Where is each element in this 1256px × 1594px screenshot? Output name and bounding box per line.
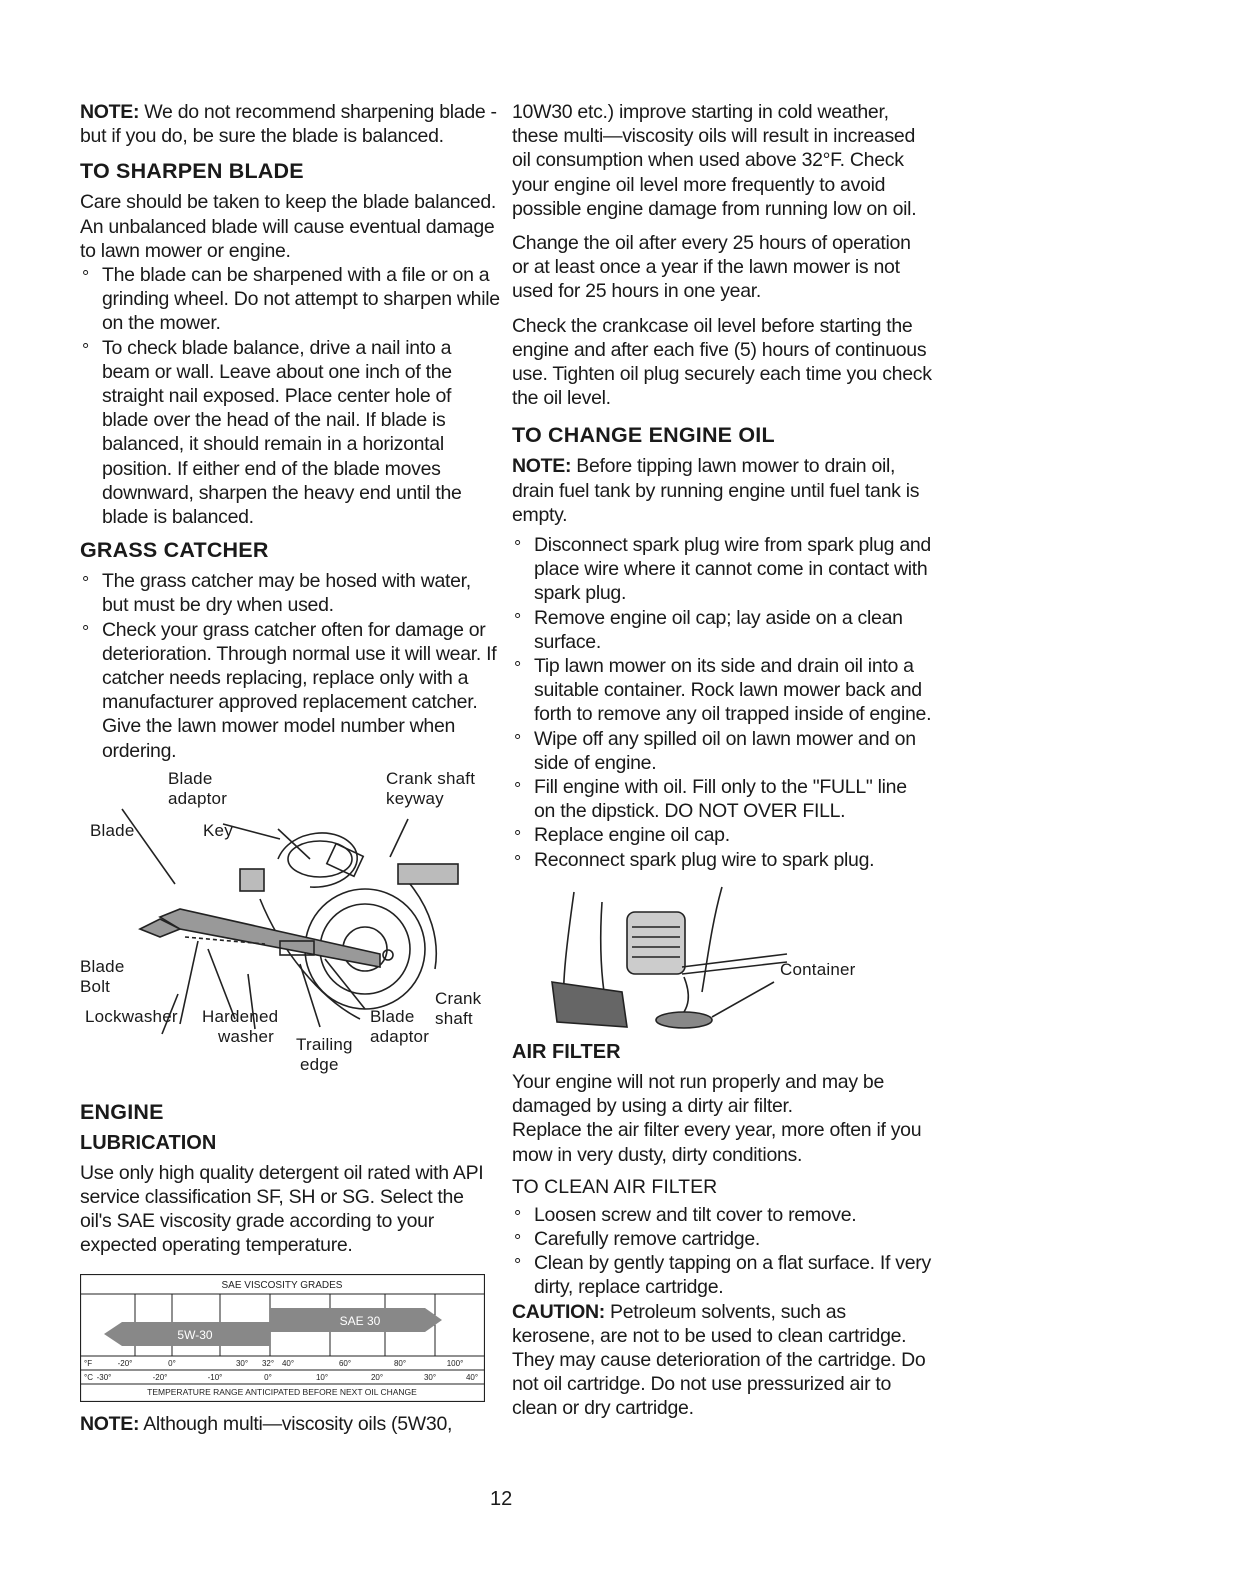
list-item: ° Wipe off any spilled oil on lawn mower and on side of engine. bbox=[512, 727, 932, 775]
caution-body: Petroleum solvents, such as kerosene, are not to be used to clean cartridge. They may cause deterioration of the cartridge. Do not oil cartridge. Do not use pressurized air to clean or dry cartridge. bbox=[512, 1300, 926, 1420]
label-key: Key bbox=[203, 820, 233, 840]
label-line: Crank bbox=[435, 988, 482, 1008]
note-multi-viscosity bbox=[80, 1412, 500, 1436]
list-item: ° Clean by gently tapping on a flat surface. If very dirty, replace cartridge. bbox=[512, 1251, 932, 1299]
list-item: ° Disconnect spark plug wire from spark plug and place wire where it cannot come in contact with spark plug. bbox=[512, 533, 932, 606]
blade-assembly-figure bbox=[80, 769, 500, 1099]
sae-c-tick: 10° bbox=[315, 1372, 329, 1382]
label-crank-shaft bbox=[435, 989, 481, 1029]
sae-c-tick: 30° bbox=[423, 1372, 437, 1382]
label-line: adaptor bbox=[168, 788, 228, 808]
note-text: We do not recommend sharpening blade - but if you do, be sure the blade is balanced. bbox=[80, 101, 497, 148]
list-item: ° Loosen screw and tilt cover to remove. bbox=[512, 1203, 932, 1227]
label-trailing-edge bbox=[296, 1035, 353, 1075]
label-container: Container bbox=[780, 959, 856, 979]
sae-f-tick: 80° bbox=[393, 1358, 407, 1368]
sae-f-tick: 0° bbox=[168, 1358, 176, 1368]
sae-f-tick: 30° bbox=[235, 1358, 249, 1368]
sharpen-intro: Care should be taken to keep the blade balanced. An unbalanced blade will cause eventual damage to lawn mower or engine. bbox=[80, 191, 497, 262]
sae-c-tick: -30° bbox=[96, 1372, 112, 1382]
label-line: Hardened bbox=[202, 1006, 279, 1026]
label-line: Trailing bbox=[296, 1034, 353, 1054]
list-item: ° To check blade balance, drive a nail into a beam or wall. Leave about one inch of the straight nail exposed. Place center hole of blade over the head of the nail. If blade is balanced, it should remain in a horizontal position. If either end of the blade moves downward, sharpen the heavy end until the blade is balanced. bbox=[80, 336, 500, 530]
label-hardened-washer bbox=[202, 1007, 278, 1047]
page-number: 12 bbox=[490, 1488, 513, 1510]
list-item: ° Fill engine with oil. Fill only to the "FULL" line on the dipstick. DO NOT OVER FILL. bbox=[512, 775, 932, 823]
catcher-list bbox=[80, 569, 500, 763]
sae-bar-sae30-label: SAE 30 bbox=[339, 1313, 381, 1328]
sae-c-tick: -10° bbox=[207, 1372, 223, 1382]
oil-level-check: Check the crankcase oil level before starting the engine and after each five (5) hours of continuous use. Tighten oil plug securely each time you check the oil level. bbox=[512, 314, 932, 410]
label-line: Blade bbox=[80, 956, 125, 976]
label-line: Blade bbox=[168, 768, 213, 788]
list-item: ° Tip lawn mower on its side and drain oil into a suitable container. Rock lawn mower back and forth to remove any oil trapped inside of engine. bbox=[512, 654, 932, 727]
sae-f-tick: 100° bbox=[446, 1358, 464, 1368]
air-filter-text-2: Replace the air filter every year, more often if you mow in very dusty, dirty conditions. bbox=[512, 1119, 922, 1166]
sae-c-tick: 0° bbox=[264, 1372, 272, 1382]
label-blade-adaptor bbox=[168, 769, 227, 809]
note-label: NOTE: bbox=[80, 1412, 140, 1435]
sae-c-tick: 40° bbox=[465, 1372, 479, 1382]
note-label: NOTE: bbox=[80, 101, 140, 123]
heading-engine: ENGINE bbox=[80, 1099, 164, 1124]
label-line: adaptor bbox=[370, 1026, 430, 1046]
label-lockwasher: Lockwasher bbox=[85, 1006, 178, 1026]
blade-assembly-illustration bbox=[80, 769, 500, 1099]
sae-c-tick: -20° bbox=[152, 1372, 168, 1382]
heading-clean-air-filter: TO CLEAN AIR FILTER bbox=[512, 1175, 718, 1198]
note-text: Before tipping lawn mower to drain oil, drain fuel tank by running engine until fuel tank is empty. bbox=[512, 455, 920, 526]
label-crank-shaft-keyway bbox=[386, 769, 475, 809]
label-blade-bolt bbox=[80, 957, 124, 997]
label-line: Bolt bbox=[80, 976, 111, 996]
sae-c-label: °C bbox=[84, 1372, 93, 1382]
label-line: Crank shaft bbox=[386, 768, 476, 788]
list-item: ° Reconnect spark plug wire to spark plug. bbox=[512, 848, 932, 872]
sae-f-tick: -20° bbox=[117, 1358, 133, 1368]
change-oil-list bbox=[512, 533, 932, 872]
sae-c-tick: 20° bbox=[370, 1372, 384, 1382]
caution-label: CAUTION: bbox=[512, 1300, 605, 1323]
oil-drain-figure bbox=[512, 882, 932, 1032]
list-item: ° Check your grass catcher often for damage or deterioration. Through normal use it will wear. If catcher needs replacing, replace only with a manufacturer approved replacement catcher. Give the lawn mower model number when ordering. bbox=[80, 618, 500, 763]
list-item: ° Carefully remove cartridge. bbox=[512, 1227, 932, 1251]
label-blade: Blade bbox=[90, 820, 135, 840]
list-item: ° Remove engine oil cap; lay aside on a clean surface. bbox=[512, 606, 932, 654]
sae-bar-5w30-label: 5W-30 bbox=[177, 1327, 213, 1342]
note-label: NOTE: bbox=[512, 455, 572, 478]
sae-f-tick: 40° bbox=[281, 1358, 295, 1368]
list-item: ° The blade can be sharpened with a file or on a grinding wheel. Do not attempt to sharpen while on the mower. bbox=[80, 263, 500, 336]
label-line: edge bbox=[300, 1054, 339, 1074]
sae-chart-title: SAE VISCOSITY GRADES bbox=[221, 1279, 343, 1291]
oil-drain-illustration bbox=[512, 882, 932, 1032]
note-text: Although multi—viscosity oils (5W30, bbox=[139, 1412, 453, 1435]
label-line: washer bbox=[218, 1026, 275, 1046]
sae-viscosity-chart-graphic bbox=[80, 1274, 485, 1402]
right-column bbox=[512, 100, 932, 1421]
sae-viscosity-chart bbox=[80, 1274, 485, 1402]
list-item: ° Replace engine oil cap. bbox=[512, 823, 932, 847]
multi-viscosity-continued: 10W30 etc.) improve starting in cold weather, these multi—viscosity oils will result in increased oil consumption when used above 32°F. Check your engine oil level more frequently to avoid possible engine damage from running low on oil. bbox=[512, 101, 917, 220]
note-sharpening bbox=[80, 100, 500, 148]
clean-air-filter-list bbox=[512, 1203, 932, 1300]
left-column bbox=[80, 100, 500, 1436]
heading-air-filter: AIR FILTER bbox=[512, 1040, 621, 1063]
oil-change-interval: Change the oil after every 25 hours of operation or at least once a year if the lawn mower is not used for 25 hours in one year. bbox=[512, 232, 911, 303]
sae-chart-footer: TEMPERATURE RANGE ANTICIPATED BEFORE NEXT OIL CHANGE bbox=[147, 1386, 417, 1397]
label-blade-adaptor-bottom bbox=[370, 1007, 429, 1047]
label-line: shaft bbox=[435, 1008, 473, 1028]
lubrication-text: Use only high quality detergent oil rated with API service classification SF, SH or SG. Select the oil's SAE viscosity grade according to your expected operating temperature. bbox=[80, 1161, 484, 1257]
list-item: ° The grass catcher may be hosed with water, but must be dry when used. bbox=[80, 569, 500, 617]
heading-lubrication: LUBRICATION bbox=[80, 1131, 217, 1154]
label-line: Blade bbox=[370, 1006, 415, 1026]
caution-text bbox=[512, 1300, 932, 1421]
sharpen-list bbox=[80, 263, 500, 529]
sae-f-label: °F bbox=[84, 1358, 93, 1368]
air-filter-text-1: Your engine will not run properly and may be damaged by using a dirty air filter. bbox=[512, 1070, 884, 1118]
sae-f-tick: 60° bbox=[338, 1358, 352, 1368]
label-line: keyway bbox=[386, 788, 444, 808]
sae-f-tick: 32° bbox=[261, 1358, 275, 1368]
heading-sharpen-blade: TO SHARPEN BLADE bbox=[80, 159, 304, 184]
heading-change-engine-oil: TO CHANGE ENGINE OIL bbox=[512, 423, 775, 448]
change-oil-note bbox=[512, 454, 932, 527]
heading-grass-catcher: GRASS CATCHER bbox=[80, 538, 269, 563]
